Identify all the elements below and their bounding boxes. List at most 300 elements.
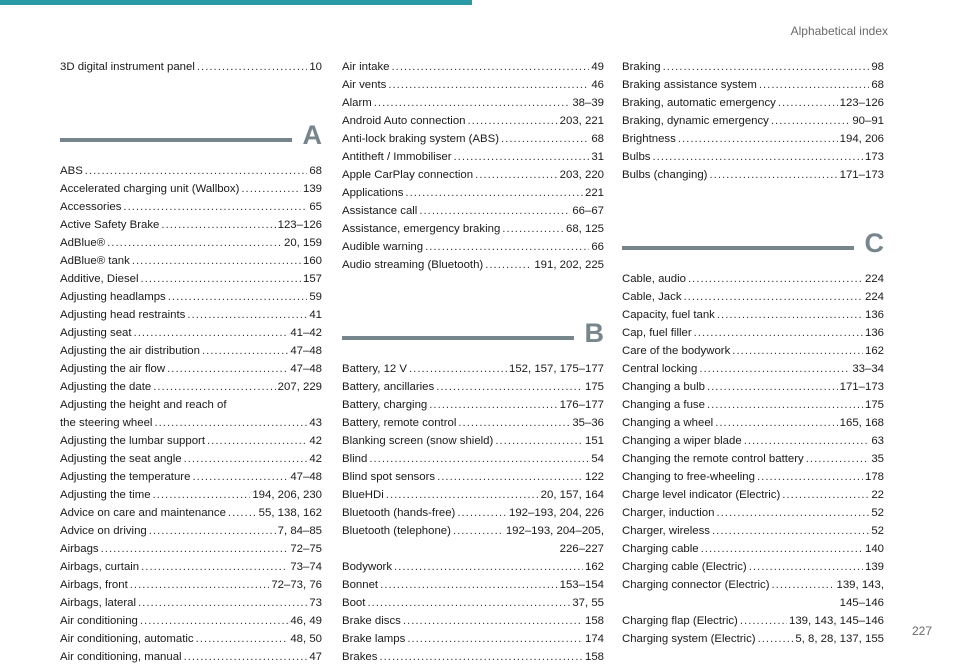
index-entry-name: Active Safety Brake — [60, 219, 160, 231]
index-entry-name: Android Auto connection — [342, 115, 466, 127]
index-entry-name: Braking assistance system — [622, 79, 757, 91]
index-entry-pages[interactable]: 49 — [591, 61, 604, 73]
index-entry-pages[interactable]: 68, 125 — [565, 223, 604, 235]
index-entry-pages[interactable]: 192–193, 204–205, — [505, 525, 604, 537]
index-entry-name: Adjusting the seat angle — [60, 453, 182, 465]
dot-leader — [684, 288, 863, 306]
index-entry-name: AdBlue® tank — [60, 255, 130, 267]
index-entry[interactable] — [342, 94, 604, 112]
index-entry[interactable] — [622, 148, 884, 166]
section-letter: A — [302, 120, 322, 150]
dot-leader — [688, 270, 863, 288]
index-entry[interactable] — [342, 558, 604, 576]
dot-leader — [141, 270, 301, 288]
index-entry-name: Braking, automatic emergency — [622, 97, 776, 109]
index-entry-pages[interactable]: 207, 229 — [277, 381, 322, 393]
index-entry-pages[interactable]: 5, 8, 28, 137, 155 — [795, 633, 884, 645]
index-entry[interactable] — [60, 252, 322, 270]
spacer — [622, 184, 884, 220]
dot-leader — [379, 648, 583, 666]
index-entry[interactable] — [60, 504, 322, 522]
index-entry-name: Brake lamps — [342, 633, 406, 645]
index-entry-name: Alarm — [342, 97, 372, 109]
index-entry[interactable] — [60, 468, 322, 486]
index-entry[interactable] — [342, 238, 604, 256]
index-entry[interactable] — [342, 396, 604, 414]
index-entry[interactable] — [342, 130, 604, 148]
index-entry[interactable] — [622, 112, 884, 130]
index-entry-pages[interactable]: 158 — [584, 651, 604, 663]
index-entry-pages[interactable]: 175 — [584, 381, 604, 393]
index-entry-pages[interactable]: 139 — [864, 561, 884, 573]
index-entry-name: Adjusting the air flow — [60, 363, 166, 375]
dot-leader — [740, 612, 787, 630]
index-entry-pages[interactable]: 54 — [591, 453, 604, 465]
dot-leader — [715, 414, 837, 432]
index-entry-name: Advice on driving — [60, 525, 147, 537]
index-entry-name: Boot — [342, 597, 366, 609]
dot-leader — [153, 378, 275, 396]
index-entry-pages[interactable]: 73–74 — [290, 561, 322, 573]
dot-leader — [403, 612, 583, 630]
index-entry-name: Accelerated charging unit (Wallbox) — [60, 183, 240, 195]
index-entry[interactable] — [342, 486, 604, 504]
index-entry-pages[interactable]: 59 — [309, 291, 322, 303]
index-entry[interactable] — [60, 522, 322, 540]
index-entry-pages[interactable]: 171–173 — [839, 381, 884, 393]
index-entry[interactable] — [622, 324, 884, 342]
dot-leader — [653, 148, 863, 166]
index-entry-name: Blind — [342, 453, 368, 465]
section-rule — [622, 246, 854, 250]
index-entry[interactable] — [342, 184, 604, 202]
index-entry-name: Bluetooth (telephone) — [342, 525, 451, 537]
dot-leader — [437, 468, 583, 486]
index-entry[interactable] — [342, 414, 604, 432]
index-entry-name: Adjusting the time — [60, 489, 151, 501]
index-entry-name: Adjusting the date — [60, 381, 152, 393]
index-entry[interactable] — [342, 256, 604, 274]
index-entry[interactable] — [342, 58, 604, 76]
index-entry-name: Charging cable (Electric) — [622, 561, 747, 573]
index-entry-pages[interactable]: 20, 157, 164 — [540, 489, 604, 501]
index-entry-pages[interactable]: 192–193, 204, 226 — [508, 507, 604, 519]
index-entry-pages[interactable]: 175 — [864, 399, 884, 411]
index-entry-name: Air vents — [342, 79, 387, 91]
top-accent-bar — [0, 0, 472, 5]
index-column-1 — [60, 58, 322, 666]
index-entry[interactable] — [342, 202, 604, 220]
dot-leader — [678, 130, 838, 148]
index-entry-name: Capacity, fuel tank — [622, 309, 715, 321]
index-entry[interactable] — [60, 486, 322, 504]
index-entry[interactable] — [60, 378, 322, 396]
index-entry[interactable] — [342, 76, 604, 94]
index-entry-name: Brake discs — [342, 615, 401, 627]
index-entry-name: Applications — [342, 187, 404, 199]
page-number: 227 — [911, 624, 932, 638]
index-entry-pages[interactable]: 191, 202, 225 — [534, 259, 604, 271]
dot-leader — [475, 166, 558, 184]
index-entry-name: Airbags, front — [60, 579, 128, 591]
dot-leader — [772, 576, 835, 594]
index-entry-pages[interactable]: 139 — [302, 183, 322, 195]
index-entry-pages[interactable]: 63 — [871, 435, 884, 447]
index-entry[interactable] — [622, 504, 884, 522]
index-entry-pages[interactable]: 33–34 — [852, 363, 884, 375]
index-entry[interactable] — [342, 148, 604, 166]
index-entry-pages[interactable]: 41–42 — [290, 327, 322, 339]
index-entry-name: Accessories — [60, 201, 122, 213]
index-entry-pages[interactable]: 174 — [584, 633, 604, 645]
dot-leader — [134, 324, 289, 342]
index-entry[interactable] — [60, 58, 322, 76]
dot-leader — [502, 220, 564, 238]
index-entry[interactable] — [342, 450, 604, 468]
index-entry[interactable] — [60, 288, 322, 306]
index-entry[interactable] — [60, 414, 322, 432]
index-entry[interactable] — [342, 522, 604, 540]
dot-leader — [132, 252, 301, 270]
index-entry-name: ABS — [60, 165, 83, 177]
section-rule — [60, 138, 292, 142]
index-entry[interactable] — [342, 166, 604, 184]
index-entry[interactable] — [60, 612, 322, 630]
index-entry-pages[interactable]: 66 — [591, 241, 604, 253]
index-entry[interactable] — [342, 504, 604, 522]
dot-leader — [717, 306, 863, 324]
index-entry-name: BlueHDi — [342, 489, 384, 501]
index-entry-pages[interactable]: 162 — [584, 561, 604, 573]
index-entry-name: Assistance call — [342, 205, 418, 217]
dot-leader — [771, 112, 850, 130]
index-entry-name: Adjusting the height and reach of — [60, 399, 227, 411]
index-entry[interactable] — [622, 166, 884, 184]
index-entry-name: Air intake — [342, 61, 390, 73]
index-entry[interactable] — [622, 468, 884, 486]
index-entry-name: Braking — [622, 61, 661, 73]
index-entry[interactable] — [622, 414, 884, 432]
index-entry[interactable] — [622, 342, 884, 360]
index-entry[interactable] — [60, 432, 322, 450]
index-entry-name: Adjusting headlamps — [60, 291, 166, 303]
index-entry[interactable] — [622, 94, 884, 112]
dot-leader — [380, 576, 558, 594]
index-entry[interactable] — [60, 342, 322, 360]
index-entry-pages[interactable]: 66–67 — [572, 205, 604, 217]
dot-leader — [228, 504, 257, 522]
index-entry-pages[interactable]: 20, 159 — [283, 237, 322, 249]
dot-leader — [391, 58, 589, 76]
index-entry-pages[interactable]: 136 — [864, 327, 884, 339]
dot-leader — [101, 540, 289, 558]
index-entry-name: Charger, wireless — [622, 525, 710, 537]
dot-leader — [468, 112, 558, 130]
dot-leader — [806, 450, 870, 468]
index-entry-continuation — [342, 540, 604, 558]
index-entry[interactable] — [60, 234, 322, 252]
dot-leader — [196, 630, 289, 648]
index-entry-name: Air conditioning, automatic — [60, 633, 194, 645]
index-entry-name: Changing a wiper blade — [622, 435, 742, 447]
index-entry-pages[interactable]: 194, 206 — [839, 133, 884, 145]
index-entry[interactable] — [622, 576, 884, 594]
index-entry-name: Care of the bodywork — [622, 345, 731, 357]
index-entry[interactable] — [60, 360, 322, 378]
index-entry[interactable] — [60, 198, 322, 216]
dot-leader — [707, 396, 863, 414]
index-entry-pages[interactable]: 47–48 — [290, 471, 322, 483]
index-entry[interactable] — [342, 594, 604, 612]
index-entry-pages[interactable]: 203, 220 — [559, 169, 604, 181]
index-entry-continuation — [622, 594, 884, 612]
index-entry[interactable] — [342, 378, 604, 396]
dot-leader — [149, 522, 276, 540]
index-entry-pages[interactable]: 158 — [584, 615, 604, 627]
index-entry[interactable] — [60, 630, 322, 648]
index-entry[interactable] — [60, 270, 322, 288]
section-rule — [342, 336, 574, 340]
index-entry[interactable] — [342, 630, 604, 648]
index-entry-pages[interactable]: 139, 143, — [836, 579, 884, 591]
index-entry-pages[interactable]: 221 — [584, 187, 604, 199]
index-entry-pages[interactable]: 73 — [309, 597, 322, 609]
dot-leader — [436, 378, 583, 396]
dot-leader — [388, 76, 589, 94]
index-entry-name: Changing the remote control battery — [622, 453, 804, 465]
dot-leader — [409, 360, 507, 378]
index-entry-name: Changing a wheel — [622, 417, 714, 429]
dot-leader — [457, 504, 507, 522]
dot-leader — [154, 414, 307, 432]
index-entry-pages[interactable]: 173 — [864, 151, 884, 163]
index-entry[interactable] — [60, 648, 322, 666]
index-entry[interactable] — [342, 468, 604, 486]
index-entry-pages[interactable]: 152, 157, 175–177 — [508, 363, 604, 375]
index-entry-pages[interactable]: 203, 221 — [559, 115, 604, 127]
dot-leader — [123, 198, 307, 216]
dot-leader — [207, 432, 307, 450]
index-entry-name: Cap, fuel filler — [622, 327, 692, 339]
page-header-title: Alphabetical index — [790, 24, 888, 38]
index-entry-pages[interactable]: 178 — [864, 471, 884, 483]
dot-leader — [694, 324, 863, 342]
index-entry-pages[interactable]: 171–173 — [839, 169, 884, 181]
index-entry-pages[interactable]: 52 — [871, 525, 884, 537]
index-entry[interactable] — [622, 630, 884, 648]
index-entry-name: Bluetooth (hands-free) — [342, 507, 456, 519]
index-entry[interactable] — [60, 216, 322, 234]
index-entry-pages[interactable]: 176–177 — [559, 399, 604, 411]
index-entry-pages[interactable]: 153–154 — [559, 579, 604, 591]
index-entry-pages[interactable]: 55, 138, 162 — [258, 507, 322, 519]
index-entry-pages[interactable]: 65 — [309, 201, 322, 213]
index-entry-pages[interactable]: 68 — [309, 165, 322, 177]
index-entry[interactable] — [60, 306, 322, 324]
index-entry[interactable] — [622, 450, 884, 468]
section-letter: B — [584, 318, 604, 348]
dot-leader — [167, 360, 288, 378]
index-entry-pages[interactable]: 48, 50 — [290, 633, 322, 645]
dot-leader — [405, 184, 583, 202]
index-entry-pages[interactable]: 43 — [309, 417, 322, 429]
index-entry-name: Cable, audio — [622, 273, 686, 285]
index-entry-name: Charge level indicator (Electric) — [622, 489, 781, 501]
index-entry-pages[interactable]: 194, 206, 230 — [252, 489, 322, 501]
index-entry-pages[interactable]: 41 — [309, 309, 322, 321]
index-entry[interactable] — [622, 58, 884, 76]
index-entry[interactable] — [622, 76, 884, 94]
dot-leader — [701, 540, 863, 558]
index-entry[interactable] — [622, 432, 884, 450]
index-entry[interactable] — [622, 270, 884, 288]
index-entry-pages[interactable]: 139, 143, 145–146 — [788, 615, 884, 627]
index-entry-name: Air conditioning, manual — [60, 651, 182, 663]
index-entry-name: Battery, charging — [342, 399, 428, 411]
index-entry-name: Battery, ancillaries — [342, 381, 435, 393]
index-entry-pages[interactable]: 224 — [864, 291, 884, 303]
dot-leader — [699, 360, 850, 378]
dot-leader — [130, 576, 270, 594]
index-entry[interactable] — [622, 486, 884, 504]
index-entry-pages[interactable]: 42 — [309, 453, 322, 465]
dot-leader — [429, 396, 557, 414]
dot-leader — [161, 216, 275, 234]
index-entry-pages[interactable]: 122 — [584, 471, 604, 483]
index-entry-pages[interactable]: 46, 49 — [290, 615, 322, 627]
index-entry[interactable] — [60, 540, 322, 558]
index-entry-pages[interactable]: 52 — [871, 507, 884, 519]
index-entry-pages[interactable]: 98 — [871, 61, 884, 73]
dot-leader — [782, 486, 869, 504]
index-entry-pages[interactable]: 162 — [864, 345, 884, 357]
dot-leader — [419, 202, 570, 220]
index-entry-pages[interactable]: 37, 55 — [572, 597, 604, 609]
index-entry-pages[interactable]: 72–75 — [290, 543, 322, 555]
index-entry-pages[interactable]: 123–126 — [277, 219, 322, 231]
index-entry[interactable] — [342, 576, 604, 594]
dot-leader — [369, 450, 589, 468]
index-entry[interactable] — [60, 450, 322, 468]
index-entry[interactable] — [60, 594, 322, 612]
index-entry-pages[interactable]: 123–126 — [839, 97, 884, 109]
index-entry-name: the steering wheel — [60, 417, 153, 429]
index-entry[interactable] — [622, 396, 884, 414]
index-entry-name: Changing a bulb — [622, 381, 705, 393]
index-entry-pages[interactable]: 7, 84–85 — [277, 525, 322, 537]
index-entry-pages[interactable]: 10 — [309, 61, 322, 73]
dot-leader — [394, 558, 583, 576]
index-entry-pages[interactable]: 72–73, 76 — [271, 579, 322, 591]
dot-leader — [732, 342, 863, 360]
index-entry-pages[interactable]: 42 — [309, 435, 322, 447]
index-entry-pages[interactable]: 47–48 — [290, 345, 322, 357]
index-entry[interactable] — [622, 130, 884, 148]
index-entry-pages[interactable]: 47 — [309, 651, 322, 663]
dot-leader — [495, 432, 583, 450]
index-entry[interactable] — [342, 360, 604, 378]
index-entry-pages[interactable]: 157 — [302, 273, 322, 285]
index-entry-pages[interactable]: 68 — [871, 79, 884, 91]
index-entry-pages[interactable]: 46 — [591, 79, 604, 91]
index-entry-name: Blind spot sensors — [342, 471, 436, 483]
dot-leader — [367, 594, 570, 612]
index-entry[interactable] — [622, 288, 884, 306]
dot-leader — [709, 166, 837, 184]
index-entry-name: Brightness — [622, 133, 676, 145]
index-entry[interactable] — [622, 558, 884, 576]
index-entry[interactable] — [60, 180, 322, 198]
dot-leader — [757, 468, 863, 486]
dot-leader — [184, 450, 308, 468]
dot-leader — [85, 162, 308, 180]
index-entry-name: Central locking — [622, 363, 698, 375]
index-entry-name: Advice on care and maintenance — [60, 507, 226, 519]
index-entry-name: Bonnet — [342, 579, 379, 591]
dot-leader — [758, 630, 794, 648]
index-entry-pages[interactable]: 140 — [864, 543, 884, 555]
dot-leader — [454, 148, 590, 166]
index-entry[interactable] — [60, 162, 322, 180]
index-entry[interactable] — [342, 612, 604, 630]
index-entry-pages[interactable]: 224 — [864, 273, 884, 285]
index-entry[interactable] — [622, 306, 884, 324]
index-entry-pages[interactable]: 22 — [871, 489, 884, 501]
index-entry-pages[interactable]: 47–48 — [290, 363, 322, 375]
index-entry-name: Anti-lock braking system (ABS) — [342, 133, 499, 145]
index-entry[interactable] — [622, 378, 884, 396]
dot-leader — [141, 558, 288, 576]
dot-leader — [485, 256, 532, 274]
index-entry[interactable] — [342, 432, 604, 450]
dot-leader — [407, 630, 583, 648]
index-entry[interactable] — [342, 112, 604, 130]
section-divider — [342, 310, 604, 360]
dot-leader — [153, 486, 251, 504]
index-entry[interactable] — [622, 522, 884, 540]
dot-leader — [386, 486, 539, 504]
index-entry-name: Charging connector (Electric) — [622, 579, 770, 591]
index-entry-pages[interactable]: 136 — [864, 309, 884, 321]
index-entry-pages[interactable]: 68 — [591, 133, 604, 145]
index-entry[interactable] — [60, 558, 322, 576]
dot-leader — [140, 612, 288, 630]
index-entry-pages[interactable]: 38–39 — [572, 97, 604, 109]
index-entry-pages[interactable]: 35 — [871, 453, 884, 465]
index-entry[interactable] — [622, 540, 884, 558]
index-entry[interactable] — [622, 612, 884, 630]
dot-leader — [138, 594, 307, 612]
index-entry[interactable] — [342, 220, 604, 238]
index-entry[interactable] — [622, 360, 884, 378]
index-entry-pages[interactable]: 151 — [584, 435, 604, 447]
index-entry-pages: 226–227 — [559, 543, 604, 555]
index-entry-pages[interactable]: 31 — [591, 151, 604, 163]
dot-leader — [707, 378, 838, 396]
index-entry-pages[interactable]: 165, 168 — [839, 417, 884, 429]
index-entry-pages[interactable]: 160 — [302, 255, 322, 267]
index-entry-pages[interactable]: 35–36 — [572, 417, 604, 429]
index-entry[interactable] — [60, 324, 322, 342]
index-entry-name: Air conditioning — [60, 615, 138, 627]
dot-leader — [107, 234, 282, 252]
index-entry[interactable] — [60, 576, 322, 594]
dot-leader — [192, 468, 288, 486]
index-entry-name: Apple CarPlay connection — [342, 169, 474, 181]
index-entry-pages[interactable]: 90–91 — [852, 115, 884, 127]
index-entry[interactable] — [342, 648, 604, 666]
dot-leader — [425, 238, 589, 256]
